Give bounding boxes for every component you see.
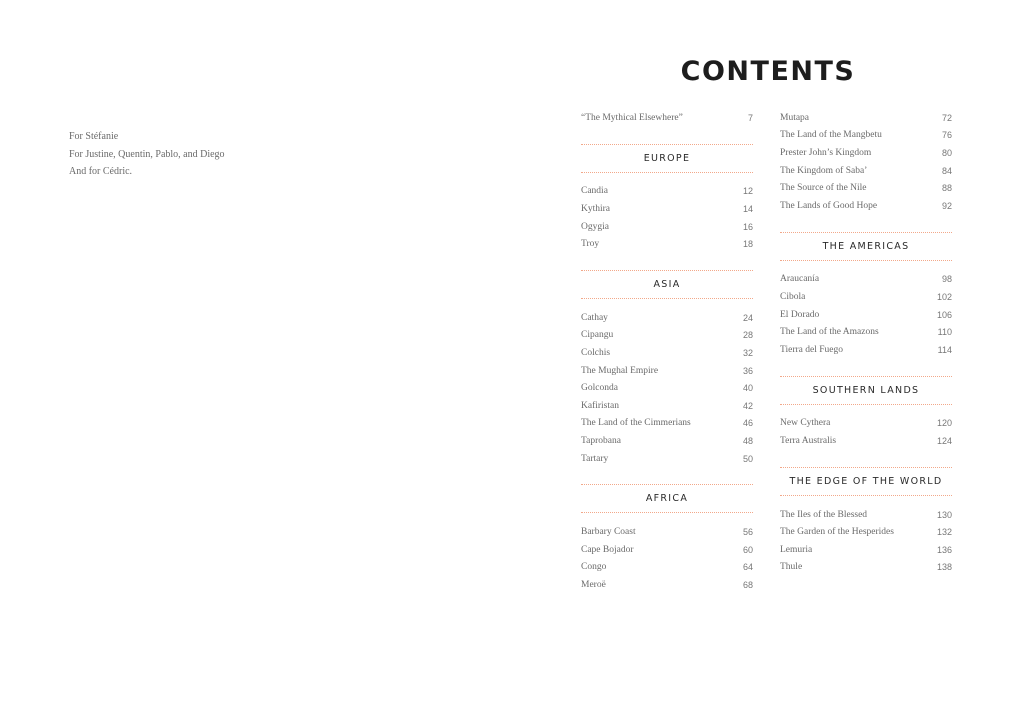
contents-entry bbox=[581, 362, 753, 380]
section-label: EUROPE bbox=[643, 152, 691, 164]
contents-entry bbox=[581, 235, 753, 253]
dedication-line: For Justine, Quentin, Pablo, and Diego bbox=[69, 148, 225, 160]
entry-page-number: 42 bbox=[742, 400, 753, 411]
section-label: ASIA bbox=[653, 278, 681, 290]
section-heading bbox=[780, 467, 952, 496]
contents-entry bbox=[780, 179, 952, 197]
dedication-line: For Stéfanie bbox=[69, 131, 119, 142]
section-label: THE EDGE OF THE WORLD bbox=[789, 475, 943, 487]
entry-page-number: 24 bbox=[742, 312, 753, 323]
entry-page-number: 36 bbox=[742, 365, 753, 376]
contents-entry bbox=[780, 415, 952, 433]
entry-title: Terra Australis bbox=[780, 435, 837, 446]
section-heading bbox=[581, 144, 753, 173]
entry-page-number: 98 bbox=[941, 274, 952, 285]
contents-entry bbox=[780, 109, 952, 127]
section-label: AFRICA bbox=[645, 493, 689, 505]
contents-entry bbox=[780, 341, 952, 359]
entry-title: The Iles of the Blessed bbox=[780, 509, 868, 520]
entry-page-number: 7 bbox=[747, 112, 753, 123]
section-heading bbox=[780, 376, 952, 405]
entry-page-number: 64 bbox=[742, 562, 753, 573]
contents-entry bbox=[780, 506, 952, 524]
entry-title: Taprobana bbox=[581, 435, 621, 446]
section-label: SOUTHERN LANDS bbox=[812, 384, 920, 396]
entry-page-number: 46 bbox=[742, 418, 753, 429]
entry-title: Cibola bbox=[780, 291, 806, 302]
contents-entry bbox=[780, 144, 952, 162]
contents-entry bbox=[581, 450, 753, 468]
entry-page-number: 28 bbox=[742, 330, 753, 341]
contents-entry bbox=[581, 309, 753, 327]
contents-entry bbox=[581, 183, 753, 201]
entry-page-number: 12 bbox=[742, 186, 753, 197]
entry-title: The Kingdom of Saba’ bbox=[780, 165, 868, 176]
entry-page-number: 80 bbox=[941, 147, 952, 158]
entry-page-number: 106 bbox=[936, 309, 952, 320]
entry-page-number: 72 bbox=[941, 112, 952, 123]
contents-entry bbox=[581, 218, 753, 236]
section-heading bbox=[581, 270, 753, 299]
entry-page-number: 60 bbox=[742, 544, 753, 555]
entry-title: Mutapa bbox=[780, 112, 810, 123]
dotted-rule bbox=[780, 260, 952, 261]
entry-title: Lemuria bbox=[780, 544, 813, 555]
contents-entry bbox=[780, 197, 952, 215]
contents-entry bbox=[581, 523, 753, 541]
entry-title: Cipangu bbox=[581, 330, 614, 341]
entry-page-number: 124 bbox=[936, 435, 952, 446]
entry-page-number: 138 bbox=[936, 562, 952, 573]
entry-page-number: 40 bbox=[742, 383, 753, 394]
contents-entry bbox=[780, 127, 952, 145]
entry-title: The Source of the Nile bbox=[780, 183, 867, 194]
contents-title: CONTENTS bbox=[680, 56, 856, 87]
contents-entry bbox=[780, 523, 952, 541]
entry-title: El Dorado bbox=[780, 309, 820, 320]
dedication bbox=[69, 128, 225, 181]
entry-title: Cape Bojador bbox=[581, 544, 634, 555]
dotted-rule bbox=[581, 298, 753, 299]
entry-title: Thule bbox=[780, 562, 803, 573]
contents-entry bbox=[581, 415, 753, 433]
section-heading bbox=[581, 484, 753, 513]
entry-page-number: 16 bbox=[742, 221, 753, 232]
contents-left-column bbox=[581, 109, 753, 594]
entry-title: The Land of the Mangbetu bbox=[780, 130, 882, 141]
contents-entry bbox=[581, 379, 753, 397]
contents-entry bbox=[581, 109, 753, 127]
entry-title: Congo bbox=[581, 562, 607, 573]
contents-entry bbox=[780, 271, 952, 289]
entry-title: “The Mythical Elsewhere” bbox=[581, 112, 683, 123]
entry-title: Prester John’s Kingdom bbox=[780, 147, 872, 158]
dotted-rule bbox=[581, 512, 753, 513]
contents-entry bbox=[780, 541, 952, 559]
entry-page-number: 84 bbox=[941, 165, 952, 176]
contents-entry bbox=[780, 306, 952, 324]
entry-title: Cathay bbox=[581, 312, 608, 323]
dedication-line: And for Cédric. bbox=[69, 166, 133, 177]
entry-page-number: 32 bbox=[742, 347, 753, 358]
contents-entry bbox=[581, 397, 753, 415]
entry-title: The Land of the Cimmerians bbox=[581, 418, 691, 429]
section-heading bbox=[780, 232, 952, 261]
contents-entry bbox=[780, 432, 952, 450]
dotted-rule bbox=[581, 172, 753, 173]
contents-entry bbox=[780, 323, 952, 341]
entry-title: Colchis bbox=[581, 347, 611, 358]
entry-page-number: 88 bbox=[941, 183, 952, 194]
contents-entry bbox=[581, 541, 753, 559]
entry-page-number: 132 bbox=[936, 527, 952, 538]
entry-page-number: 130 bbox=[936, 509, 952, 520]
entry-title: Meroë bbox=[581, 579, 606, 590]
contents-right-column bbox=[780, 109, 952, 576]
contents-entry bbox=[581, 344, 753, 362]
entry-title: Candia bbox=[581, 186, 608, 197]
entry-title: The Mughal Empire bbox=[581, 365, 659, 376]
contents-entry bbox=[780, 162, 952, 180]
entry-title: Golconda bbox=[581, 383, 618, 394]
entry-title: The Lands of Good Hope bbox=[780, 200, 878, 211]
entry-title: Tartary bbox=[581, 453, 609, 464]
dotted-rule bbox=[780, 495, 952, 496]
section-label: THE AMERICAS bbox=[822, 240, 910, 252]
entry-page-number: 68 bbox=[742, 579, 753, 590]
entry-page-number: 18 bbox=[742, 239, 753, 250]
entry-page-number: 48 bbox=[742, 435, 753, 446]
entry-page-number: 110 bbox=[937, 327, 952, 338]
contents-entry bbox=[581, 327, 753, 345]
entry-title: Barbary Coast bbox=[581, 527, 636, 538]
entry-page-number: 14 bbox=[742, 203, 753, 214]
entry-page-number: 136 bbox=[936, 544, 952, 555]
entry-page-number: 76 bbox=[941, 130, 952, 141]
dotted-rule bbox=[780, 404, 952, 405]
entry-title: Kafiristan bbox=[581, 400, 619, 411]
contents-entry bbox=[581, 559, 753, 577]
contents-entry bbox=[581, 576, 753, 594]
entry-title: Troy bbox=[581, 239, 600, 250]
contents-entry bbox=[780, 559, 952, 577]
entry-page-number: 92 bbox=[941, 200, 952, 211]
entry-page-number: 114 bbox=[937, 344, 952, 355]
entry-title: Kythira bbox=[581, 203, 611, 214]
contents-entry bbox=[581, 200, 753, 218]
entry-title: Ogygia bbox=[581, 221, 609, 232]
entry-page-number: 102 bbox=[936, 291, 952, 302]
contents-entry bbox=[780, 288, 952, 306]
entry-title: Tierra del Fuego bbox=[780, 344, 843, 355]
entry-title: New Cythera bbox=[780, 418, 831, 429]
entry-title: The Garden of the Hesperides bbox=[780, 527, 894, 538]
entry-page-number: 50 bbox=[742, 453, 753, 464]
entry-page-number: 120 bbox=[936, 418, 952, 429]
contents-entry bbox=[581, 432, 753, 450]
entry-title: The Land of the Amazons bbox=[780, 327, 879, 338]
entry-title: Araucanía bbox=[780, 274, 820, 285]
entry-page-number: 56 bbox=[742, 527, 753, 538]
